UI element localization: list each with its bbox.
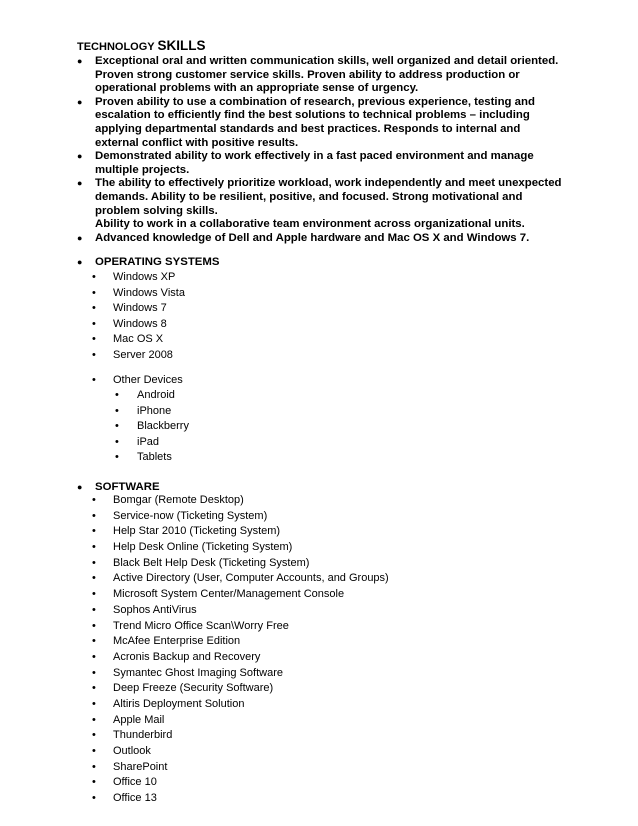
software-item: • Apple Mail [92,713,389,729]
skill-text-line: escalation to efficiently find the best solutions to technical problems – including [95,109,530,122]
other-devices-item: • Other Devices [92,373,183,389]
skill-text-line: ● Advanced knowledge of Dell and Apple hardware and Mac OS X and Windows 7. [95,231,530,244]
skill-text-line: multiple projects. [95,163,190,176]
device-item: • Android [115,388,189,404]
os-item: • Windows Vista [92,286,185,302]
software-item: • Service-now (Ticketing System) [92,509,389,525]
os-item: • Mac OS X [92,332,185,348]
skills-list [77,55,577,245]
software-item: • Acronis Backup and Recovery [92,650,389,666]
skill-item [77,96,577,150]
skill-text-line: ● Exceptional oral and written communication skills, well organized and detail oriented. [95,55,559,67]
skill-text-line: ● Demonstrated ability to work effectively in a fast paced environment and manage [95,150,534,163]
software-item: • Outlook [92,744,389,760]
software-item: • Office 10 [92,775,389,791]
skill-text-line: problem solving skills. [95,204,218,217]
other-devices-list [115,388,189,466]
heading-technology: TECHNOLOGY [77,41,158,53]
software-item: • Help Star 2010 (Ticketing System) [92,524,389,540]
device-item: • iPhone [115,404,189,420]
os-item: • Windows 8 [92,317,185,333]
software-item: • Office 13 [92,791,389,807]
skill-item [77,232,577,246]
skill-text-line: applying departmental standards and best practices. Responds to internal and [95,122,521,135]
software-item: • Thunderbird [92,728,389,744]
skill-item [77,55,577,96]
skill-item [77,177,577,231]
software-item: • Active Directory (User, Computer Accounts, and Groups) [92,571,389,587]
device-item: • Blackberry [115,419,189,435]
software-item: • Symantec Ghost Imaging Software [92,666,389,682]
device-item: • Tablets [115,450,189,466]
os-item: • Windows 7 [92,301,185,317]
skill-text-line: ● Proven ability to use a combination of research, previous experience, testing and [95,95,535,108]
heading-skills: SKILLS [157,38,206,53]
software-item: • Black Belt Help Desk (Ticketing System) [92,556,389,572]
software-item: • Bomgar (Remote Desktop) [92,493,389,509]
other-devices-group [92,373,183,389]
os-item: • Windows XP [92,270,185,286]
device-item: • iPad [115,435,189,451]
software-item: • Microsoft System Center/Management Console [92,587,389,603]
skill-text-line: external conflict with positive results. [95,136,299,149]
operating-systems-heading: ● OPERATING SYSTEMS [77,256,219,268]
skill-text-line: demands. Ability to be resilient, positive, and focused. Strong motivational and [95,190,523,203]
skill-text-line: Proven strong customer service skills. Proven ability to address production or [95,68,520,81]
software-item: • Deep Freeze (Security Software) [92,681,389,697]
software-item: • Altiris Deployment Solution [92,697,389,713]
operating-systems-list [92,270,185,364]
skill-text-line: operational problems with an appropriate sense of urgency. [95,82,419,95]
software-item: • SharePoint [92,760,389,776]
section-heading-technology-skills [77,38,206,53]
skill-text-line: ● The ability to effectively prioritize workload, work independently and meet unexpected [95,177,562,190]
software-item: • Sophos AntiVirus [92,603,389,619]
skill-item [77,150,577,177]
software-heading: ● SOFTWARE [77,481,160,493]
skill-text-line: Ability to work in a collaborative team environment across organizational units. [95,218,525,231]
software-item: • McAfee Enterprise Edition [92,634,389,650]
os-item: • Server 2008 [92,348,185,364]
software-list [92,493,389,807]
software-item: • Trend Micro Office Scan\Worry Free [92,619,389,635]
software-item: • Help Desk Online (Ticketing System) [92,540,389,556]
